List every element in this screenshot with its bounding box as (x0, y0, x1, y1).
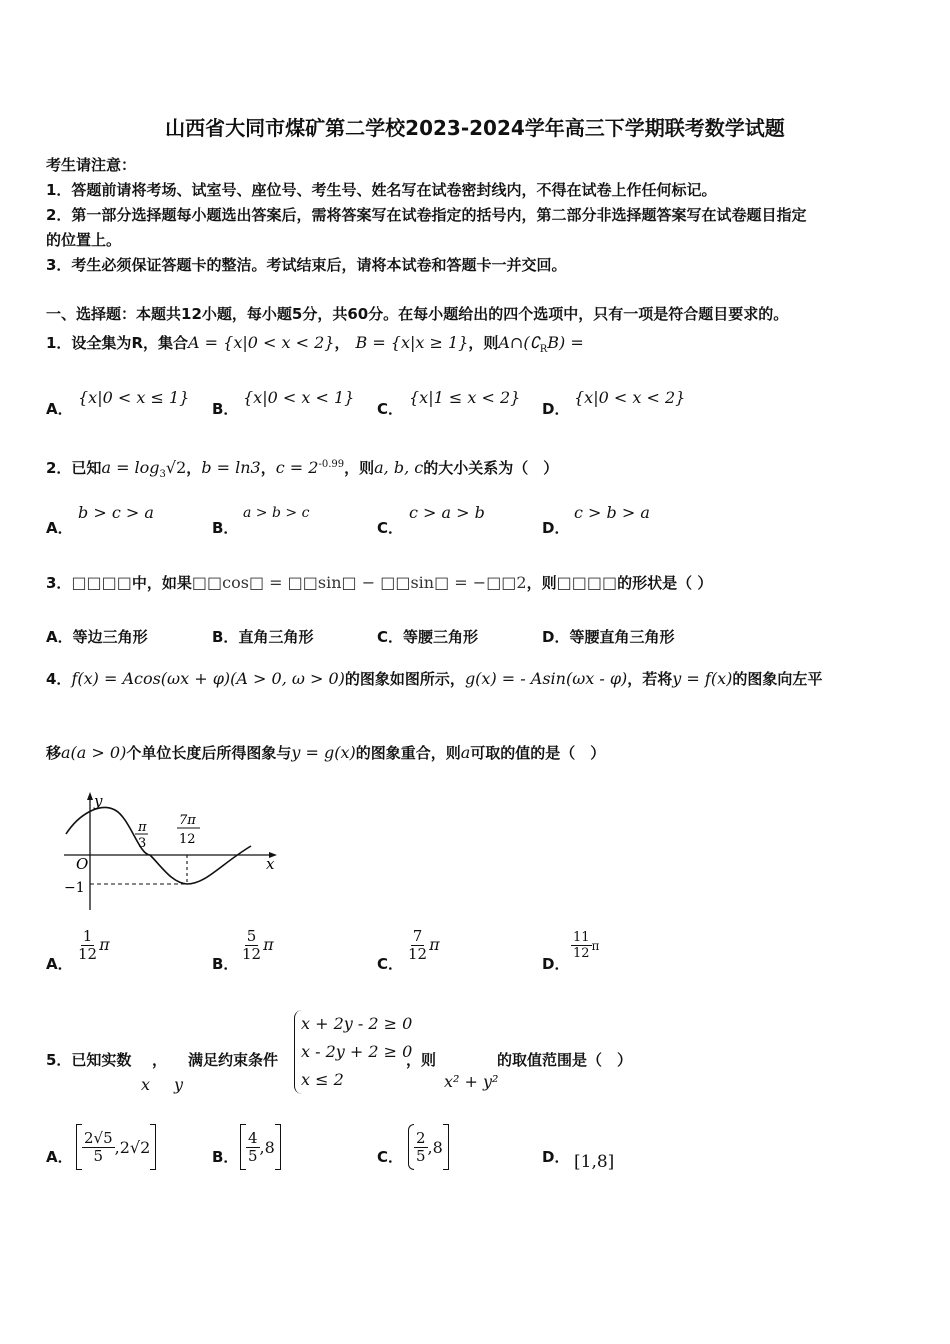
q4-option-a-pi: π (99, 935, 110, 954)
q2-a-sub: 3 (159, 469, 166, 480)
q5-option-b-right-bracket (275, 1124, 281, 1170)
q5-option-a-frac (82, 1130, 115, 1165)
q5-prefix: 5．已知实数 (46, 1051, 132, 1069)
q5-option-b-num: 4 (248, 1128, 258, 1147)
q4-label-d: D． (542, 955, 570, 973)
q4-option-c-frac (406, 928, 429, 963)
q4-text-1: 的图象如图所示， (344, 670, 465, 688)
question-1 (46, 330, 584, 363)
q3-option-d-text: 等腰直角三角形 (569, 628, 675, 646)
q5-option-c-frac (414, 1130, 428, 1165)
q1-set-b: B = {x|x ≥ 1} (355, 333, 469, 352)
q4-option-a-num: 1 (82, 927, 93, 945)
q2-c-sup: -0.99 (318, 459, 345, 470)
q1-label-a: A． (46, 400, 73, 418)
q3-option-c (377, 626, 478, 647)
q5-option-c-rest: ,8 (427, 1137, 443, 1157)
q3-mid-1: 中，如果 (131, 574, 192, 592)
q4-text-5: 的图象重合，则 (355, 744, 461, 762)
q2-a-rad: √2 (165, 458, 187, 477)
q1-prefix: 1．设全集为R，集合 (46, 334, 188, 352)
q2-b: b = ln3 (201, 458, 261, 477)
q5-option-b-frac (246, 1130, 260, 1165)
q4-y: y = f(x) (672, 669, 733, 688)
q2-option-a: b > c > a (78, 503, 154, 522)
q4-f: f(x) = Acos(ωx + φ)(A > 0, ω > 0) (71, 669, 345, 688)
q4-option-b-pi: π (263, 935, 274, 954)
graph-origin-label: O (76, 855, 89, 873)
q1-option-a: {x|0 < x ≤ 1} (78, 388, 190, 407)
q4-label-a: A． (46, 955, 73, 973)
q4-option-c (406, 928, 440, 963)
q5-option-b (240, 1124, 281, 1170)
q5-option-b-rest: ,8 (259, 1137, 275, 1157)
q3-label-b: B． (212, 628, 239, 646)
q4-option-b (240, 928, 274, 963)
q5-option-a-den: 5 (93, 1146, 104, 1165)
question-3 (46, 570, 712, 596)
q2-c: c = 2 (275, 458, 319, 477)
graph-tick1-den: 3 (138, 836, 147, 851)
q5-constraint-3: x ≤ 2 (301, 1070, 344, 1089)
q2-label-b: B． (212, 519, 239, 537)
graph-x-label: x (266, 855, 275, 873)
q5-text-3: 的取值范围是（ ） (497, 1051, 633, 1069)
q5-label-c: C． (377, 1148, 404, 1166)
graph-curve (66, 807, 251, 884)
q2-label-a: A． (46, 519, 73, 537)
q3-option-c-text: 等腰三角形 (403, 628, 479, 646)
q5-option-a-right-bracket (150, 1124, 156, 1170)
q2-option-b: a > b > c (243, 505, 310, 521)
q1-label-c: C． (377, 400, 404, 418)
q2-label-c: C． (377, 519, 404, 537)
q4-option-d (571, 930, 599, 961)
q4-text-6: 可取的值的是（ ） (470, 744, 606, 762)
q3-option-d (542, 626, 674, 647)
q5-x: x (141, 1075, 151, 1094)
q5-option-c-den: 5 (416, 1146, 426, 1165)
q4-a: a (460, 743, 471, 762)
q2-suffix: 的大小关系为（ ） (423, 459, 559, 477)
q5-label-b: B． (212, 1148, 239, 1166)
notice-line-3: 3．考生必须保证答题卡的整洁。考试结束后，请将本试卷和答题卡一并交回。 (46, 256, 567, 274)
q3-label-a: A． (46, 628, 73, 646)
graph-minus-one-label: −1 (64, 880, 85, 896)
q1-comma: ， (334, 334, 350, 352)
graph-tick2-num: 7π (179, 813, 196, 828)
q1-option-b: {x|0 < x < 1} (243, 388, 355, 407)
graph-y-label: y (94, 792, 103, 810)
notice-line-2-cont: 的位置上。 (46, 231, 122, 249)
q1-then: ，则 (468, 334, 499, 352)
q4-cosine-graph (46, 788, 286, 913)
q5-option-c (408, 1124, 449, 1170)
q5-y: y (174, 1075, 184, 1094)
q1-set-a: A = {x|0 < x < 2} (188, 333, 335, 352)
q5-expr: x² + y² (444, 1072, 499, 1091)
q4-option-c-den: 12 (408, 945, 428, 963)
q4-option-c-num: 7 (412, 927, 423, 945)
q2-comma-2: ， (260, 459, 276, 477)
q5-label-d: D． (542, 1148, 570, 1166)
q4-yg: y = g(x) (291, 743, 356, 762)
q5-label-a: A． (46, 1148, 73, 1166)
q5-option-d: [1,8] (574, 1152, 615, 1172)
q5-text-2: ，则 (406, 1051, 437, 1069)
q4-text-2: ，若将 (627, 670, 673, 688)
q5-option-c-num: 2 (416, 1128, 426, 1147)
q3-garbled-1: □□□□ (71, 573, 132, 592)
graph-y-arrow (87, 792, 93, 800)
q1-expr: A∩(∁ (498, 333, 540, 352)
q3-option-a-text: 等边三角形 (72, 628, 148, 646)
notice-heading: 考生请注意： (46, 156, 137, 174)
q1-option-d: {x|0 < x < 2} (574, 388, 686, 407)
question-4-line-2 (46, 740, 605, 766)
page-title: 山西省大同市煤矿第二学校2023-2024学年高三下学期联考数学试题 (165, 116, 785, 140)
q5-option-c-right-bracket (443, 1124, 449, 1170)
graph-tick2-den: 12 (179, 832, 196, 847)
q2-comma-1: ， (186, 459, 202, 477)
q1-option-c: {x|1 ≤ x < 2} (409, 388, 521, 407)
notice-line-2: 2．第一部分选择题每小题选出答案后，需将答案写在试卷指定的括号内，第二部分非选择题答案写在试卷题目指定 (46, 206, 807, 224)
q4-prefix: 4． (46, 670, 72, 688)
q4-option-d-num: 11 (573, 930, 590, 945)
q3-label-d: D． (542, 628, 570, 646)
q3-garbled-3: □□□□ (556, 573, 618, 592)
q5-option-b-den: 5 (248, 1146, 258, 1165)
q4-option-a-frac (76, 928, 99, 963)
question-2 (46, 452, 558, 488)
q1-expr2: B) = (547, 333, 584, 352)
q5-constraint-2: x - 2y + 2 ≥ 0 (301, 1042, 413, 1061)
section-heading: 一、选择题：本题共12小题，每小题5分，共60分。在每小题给出的四个选项中，只有一项是符合题目要求的。 (46, 305, 789, 323)
q4-option-a-den: 12 (78, 945, 98, 963)
q3-mid-2: ，则 (526, 574, 557, 592)
q2-prefix: 2．已知 (46, 459, 102, 477)
q2-abc: a, b, c (374, 458, 424, 477)
q3-suffix: 的形状是（ ） (617, 574, 713, 592)
q3-option-b-text: 直角三角形 (238, 628, 314, 646)
q1-sub: R (539, 344, 548, 355)
q4-option-b-frac (240, 928, 263, 963)
q2-label-d: D． (542, 519, 570, 537)
q3-label-c: C． (377, 628, 404, 646)
q4-option-c-pi: π (429, 935, 440, 954)
q5-option-a-rest: ,2√2 (114, 1137, 151, 1157)
q4-option-d-pi: π (591, 939, 600, 953)
q5-option-a-num: 2√5 (84, 1128, 113, 1147)
q4-option-d-frac (571, 930, 592, 961)
q4-option-d-den: 12 (573, 946, 590, 961)
q1-label-b: B． (212, 400, 239, 418)
q5-text-1: 满足约束条件 (188, 1051, 279, 1069)
q3-option-b (212, 626, 313, 647)
q4-option-b-den: 12 (242, 945, 262, 963)
graph-tick1-num: π (138, 820, 147, 835)
q1-label-d: D． (542, 400, 570, 418)
q4-text-4: 个单位长度后所得图象与 (126, 744, 292, 762)
q4-a-cond: a(a > 0) (61, 743, 127, 762)
q2-option-d: c > b > a (574, 503, 650, 522)
q4-option-b-num: 5 (246, 927, 257, 945)
q4-text-3: 的图象向左平 (732, 670, 823, 688)
q5-comma: ， (152, 1051, 168, 1069)
q2-option-c: c > a > b (409, 503, 485, 522)
q4-label-c: C． (377, 955, 404, 973)
q5-constraint-system (294, 1010, 412, 1094)
notice-line-1: 1．答题前请将考场、试室号、座位号、考生号、姓名写在试卷密封线内，不得在试卷上作任何标记。 (46, 181, 717, 199)
question-4-line-1 (46, 666, 822, 692)
q4-g: g(x) = - Asin(ωx - φ) (464, 669, 628, 688)
q2-a: a = log (101, 458, 160, 477)
q5-constraint-1: x + 2y - 2 ≥ 0 (301, 1014, 413, 1033)
q4-label-b: B． (212, 955, 239, 973)
q3-prefix: 3． (46, 574, 72, 592)
q2-then: ，则 (344, 459, 375, 477)
q4-line2-prefix: 移 (46, 744, 62, 762)
q3-garbled-2: □□cos□ = □□sin□ − □□sin□ = −□□2 (191, 573, 527, 592)
q5-option-a (76, 1124, 156, 1170)
q3-option-a (46, 626, 148, 647)
q4-option-a (76, 928, 110, 963)
